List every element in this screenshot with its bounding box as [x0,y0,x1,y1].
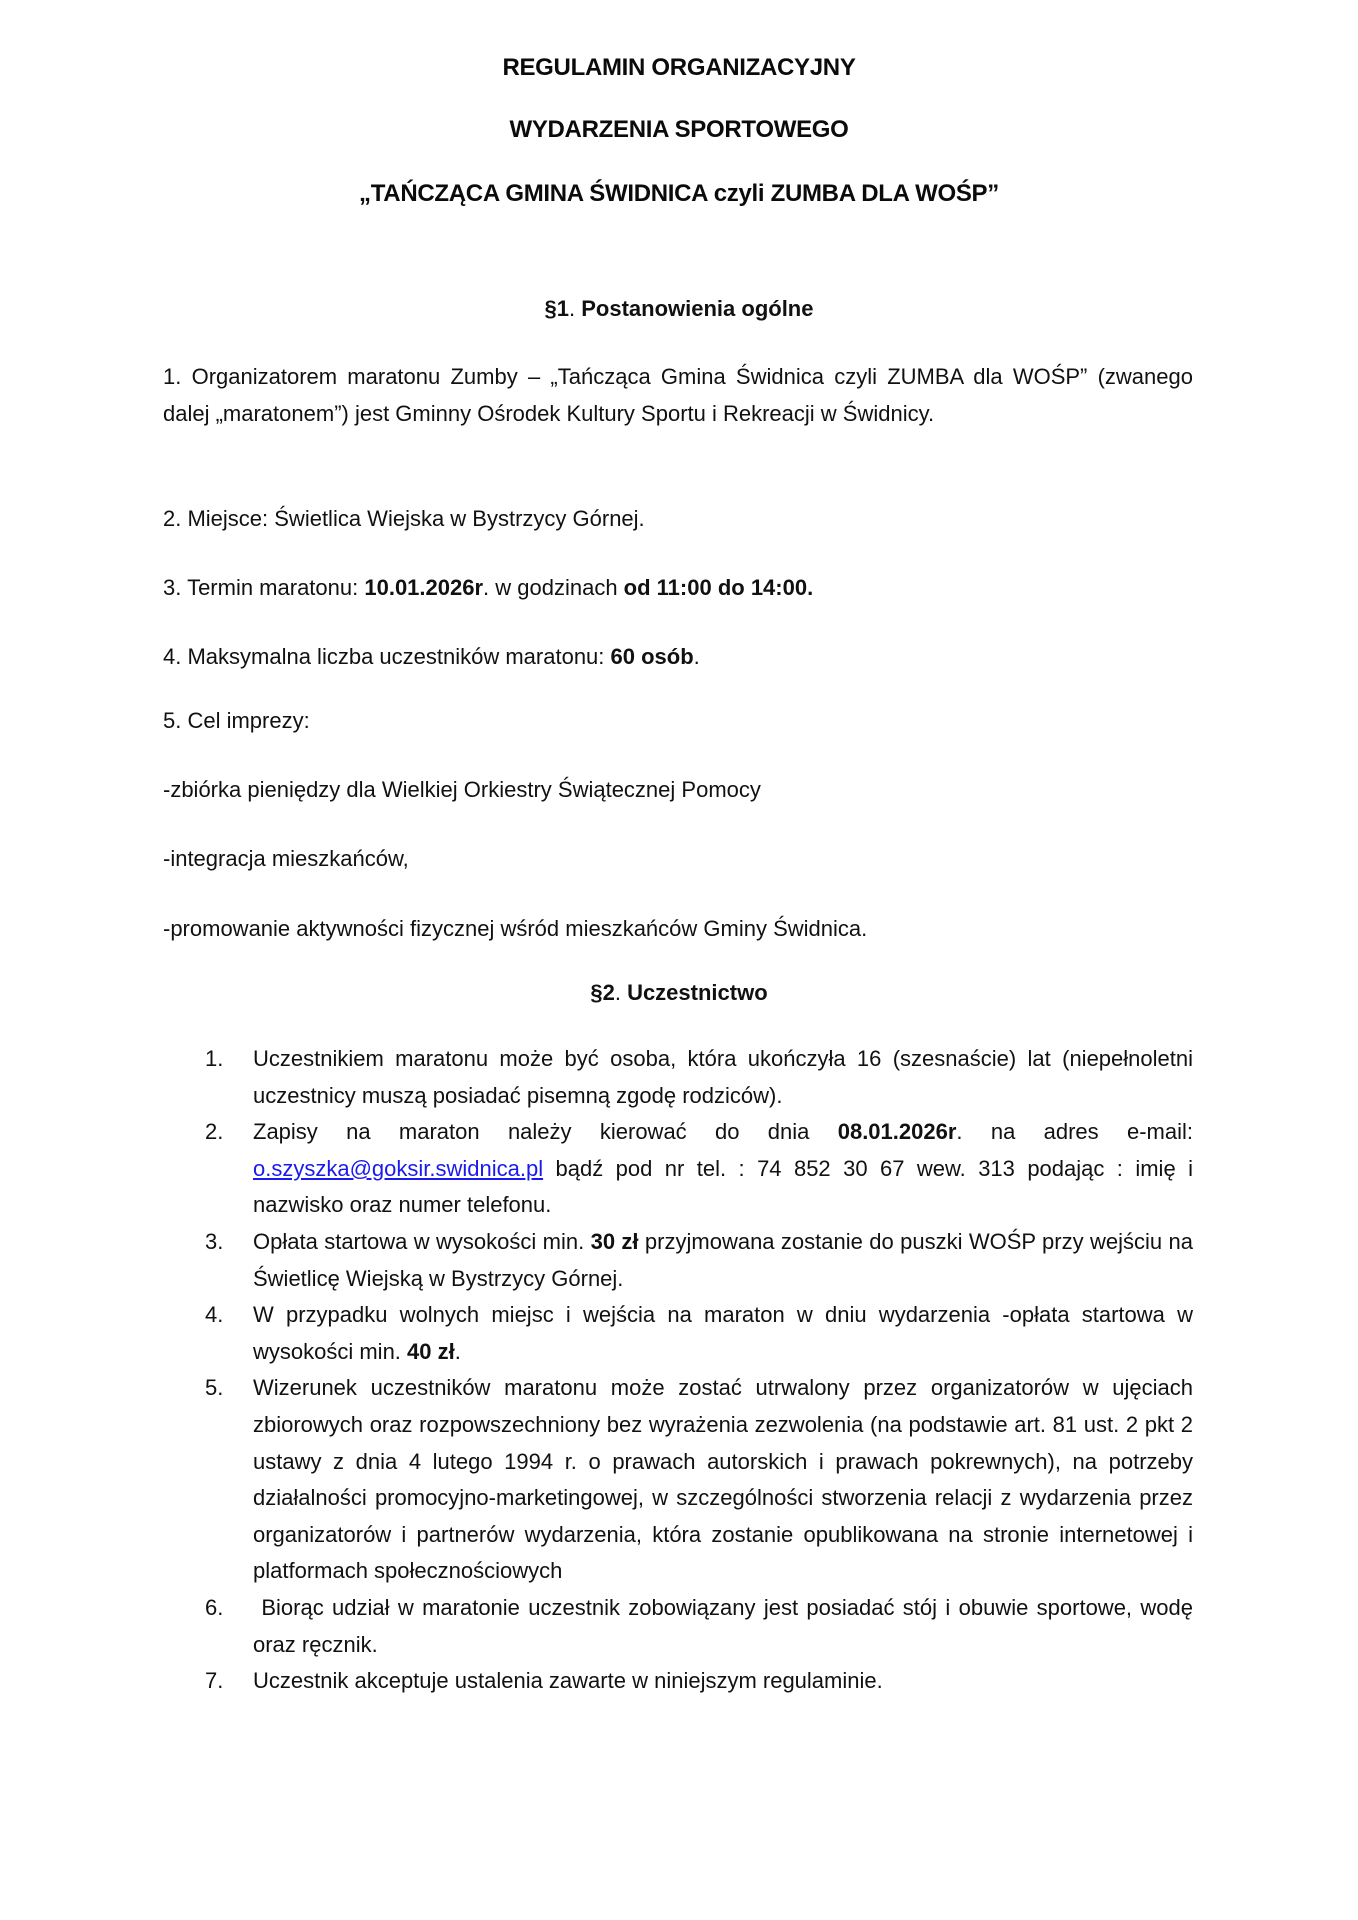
rule-item-3 [205,1224,1193,1297]
rule-text: Uczestnikiem maratonu może być osoba, która ukończyła 16 (szesnaście) lat (niepełnoletni uczestnicy muszą posiadać pisemną zgodę rodziców). [253,1046,1193,1108]
section-1-symbol: §1 [544,296,569,321]
section-2-title: Uczestnictwo [627,980,768,1005]
entry-fee: 30 zł [590,1228,639,1254]
section-1-paragraph-2: 2. Miejsce: Świetlica Wiejska w Bystrzycy Górnej. [163,506,645,531]
rule-text-part: . [454,1338,461,1364]
rule-text-part: przyjmowana zostanie do puszki WOŚP przy wejściu na Świetlicę Wiejską w Bystrzycy Górnej. [253,1228,1193,1291]
rule-text [253,1224,1193,1297]
title-line-3: „TAŃCZĄCA GMINA ŚWIDNICA czyli ZUMBA DLA WOŚP” [359,180,999,207]
section-1-dot: . [569,296,582,321]
rule-item-7 [205,1663,1193,1700]
rule-item-6 [205,1590,1200,1663]
section-2-heading [0,978,1358,1008]
rule-number: 5. [205,1375,224,1401]
rule-text-part: bądź pod nr tel. : 74 852 30 67 wew. 313 podając : imię i nazwisko oraz numer telefonu. [253,1155,1193,1218]
section-1-paragraph-4 [163,638,700,675]
rule-text [253,1297,1193,1370]
max-participants-prefix: 4. Maksymalna liczba uczestników maratonu: [163,644,611,669]
goal-item-2: -integracja mieszkańców, [163,846,409,871]
registration-deadline: 08.01.2026r [837,1119,957,1145]
title-line-1: REGULAMIN ORGANIZACYJNY [502,54,856,81]
rule-item-1 [205,1041,1193,1114]
participation-rules-list [205,1041,1200,1700]
term-date: 10.01.2026r [364,575,484,600]
section-1-paragraph-3 [163,569,813,606]
rule-text-part: Opłata startowa w wysokości min. [253,1228,591,1254]
rule-number: 7. [205,1668,224,1694]
goal-item-1: -zbiórka pieniędzy dla Wielkiej Orkiestry Świątecznej Pomocy [163,777,761,802]
rule-text: Biorąc udział w maratonie uczestnik zobowiązany jest posiadać stój i obuwie sportowe, wodę oraz ręcznik. [253,1594,1200,1657]
rule-number: 1. [205,1046,224,1071]
max-participants-suffix: . [693,644,700,669]
rule-text: Uczestnik akceptuje ustalenia zawarte w niniejszym regulaminie. [253,1668,883,1694]
rule-number: 4. [205,1302,224,1328]
section-1-paragraph-5: 5. Cel imprezy: [163,708,310,733]
section-2-dot: . [614,980,628,1005]
term-middle: . w godzinach [483,575,624,600]
rule-text-part: W przypadku wolnych miejsc i wejścia na maraton w dniu wydarzenia -opłata startowa w wysokości min. [253,1302,1193,1364]
rule-item-5 [205,1370,1193,1590]
rule-text-part: Zapisy na maraton należy kierować do dnia [253,1119,838,1145]
section-1-title: Postanowienia ogólne [581,296,814,321]
max-participants-count: 60 osób [610,644,694,669]
rule-text [253,1114,1193,1224]
term-prefix: 3. Termin maratonu: [163,575,365,600]
rule-number: 6. [205,1594,224,1620]
section-2-symbol: §2 [590,980,615,1005]
rule-text: Wizerunek uczestników maratonu może zostać utrwalony przez organizatorów w ujęciach zbiorowych oraz rozpowszechniony bez wyrażenia zezwolenia (na podstawie art. 81 ust. 2 pkt 2 ustawy z dnia 4 lutego 1994 r. o prawach autorskich i prawach pokrewnych), na potrzeby działalności promocyjno-marketingowej, w szczególności stworzenia relacji z wydarzenia przez organizatorów i partnerów wydarzenia, która zostanie opublikowana na stronie internetowej i platformach społecznościowych [253,1375,1193,1584]
rule-item-2 [205,1114,1193,1224]
term-hours: od 11:00 do 14:00. [623,575,814,600]
rule-number: 3. [205,1228,224,1254]
rule-text-part: . na adres e-mail: [956,1119,1193,1145]
rule-item-4 [205,1297,1193,1370]
section-1-heading [0,294,1358,324]
email-link[interactable]: o.szyszka@goksir.swidnica.pl [253,1155,544,1181]
title-line-2: WYDARZENIA SPORTOWEGO [509,116,849,143]
rule-number: 2. [205,1119,224,1145]
section-1-paragraph-1: 1. Organizatorem maratonu Zumby – „Tańcząca Gmina Świdnica czyli ZUMBA dla WOŚP” (zwanego dalej „maratonem”) jest Gminny Ośrodek Kultury Sportu i Rekreacji w Świdnicy. [163,364,1193,426]
goal-item-3: -promowanie aktywności fizycznej wśród mieszkańców Gminy Świdnica. [163,916,868,941]
same-day-fee: 40 zł [407,1338,455,1364]
